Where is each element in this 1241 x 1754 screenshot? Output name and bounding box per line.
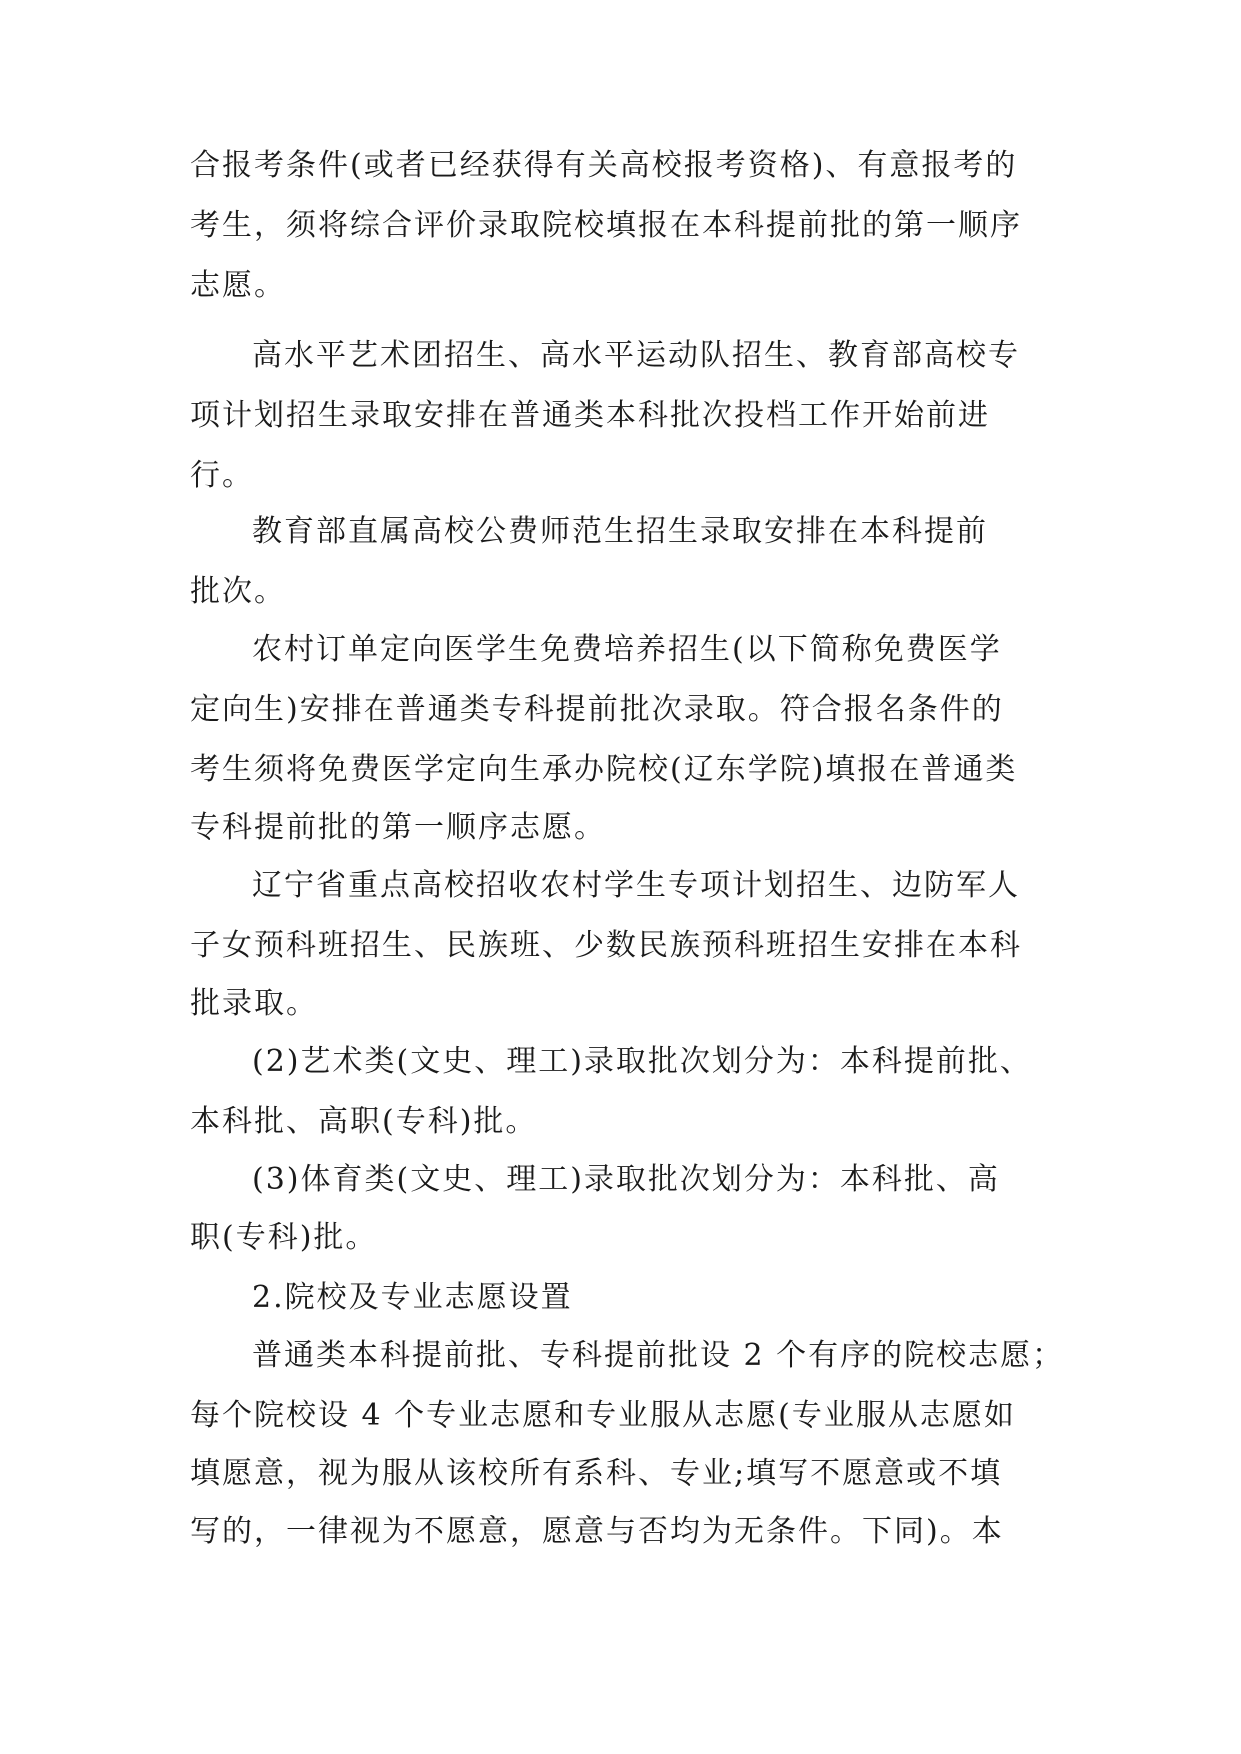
text-line: 辽宁省重点高校招收农村学生专项计划招生、边防军人	[252, 868, 1020, 903]
text-line: 合报考条件(或者已经获得有关高校报考资格)、有意报考的	[190, 148, 1018, 183]
text-line: 行。	[190, 458, 254, 493]
text-line: 考生，须将综合评价录取院校填报在本科提前批的第一顺序	[190, 208, 1022, 243]
text-line: 农村订单定向医学生免费培养招生(以下简称免费医学	[252, 632, 1002, 667]
text-line: 批次。	[190, 574, 286, 609]
text-line: 考生须将免费医学定向生承办院校(辽东学院)填报在普通类	[190, 752, 1018, 787]
text-line: 项计划招生录取安排在普通类本科批次投档工作开始前进	[190, 398, 990, 433]
text-line: 填愿意，视为服从该校所有系科、专业;填写不愿意或不填	[190, 1456, 1003, 1491]
text-line: 每个院校设 4 个专业志愿和专业服从志愿(专业服从志愿如	[190, 1398, 1016, 1433]
text-line: (2)艺术类(文史、理工)录取批次划分为：本科提前批、	[252, 1044, 1032, 1079]
text-line: 普通类本科提前批、专科提前批设 2 个有序的院校志愿；	[252, 1338, 1065, 1373]
text-line: 专科提前批的第一顺序志愿。	[190, 810, 606, 845]
text-line: 定向生)安排在普通类专科提前批次录取。符合报名条件的	[190, 692, 1004, 727]
text-line: 批录取。	[190, 986, 318, 1021]
text-line: 高水平艺术团招生、高水平运动队招生、教育部高校专	[252, 338, 1020, 373]
text-line: 职(专科)批。	[190, 1220, 378, 1255]
text-line: 志愿。	[190, 268, 286, 303]
text-line: (3)体育类(文史、理工)录取批次划分为：本科批、高	[252, 1162, 1000, 1197]
section-heading: 2.院校及专业志愿设置	[252, 1280, 573, 1315]
text-line: 本科批、高职(专科)批。	[190, 1104, 538, 1139]
text-line: 子女预科班招生、民族班、少数民族预科班招生安排在本科	[190, 928, 1022, 963]
text-line: 写的，一律视为不愿意，愿意与否均为无条件。下同)。本	[190, 1514, 1004, 1549]
text-line: 教育部直属高校公费师范生招生录取安排在本科提前	[252, 514, 988, 549]
